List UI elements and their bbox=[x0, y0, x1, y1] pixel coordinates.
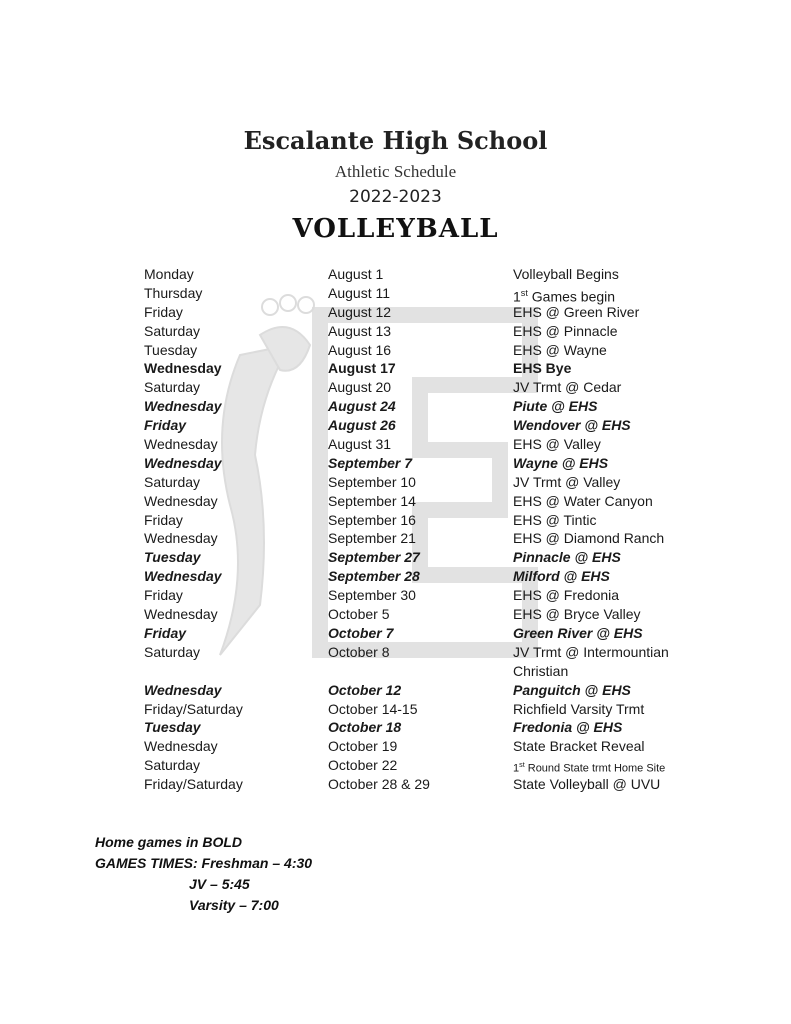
schedule-event: EHS @ Water Canyon bbox=[513, 492, 653, 509]
schedule-event: EHS @ Green River bbox=[513, 303, 640, 320]
schedule-date: September 27 bbox=[328, 549, 420, 566]
schedule-date: August 12 bbox=[328, 303, 392, 320]
schedule-date: August 11 bbox=[328, 284, 391, 301]
schedule-day: Friday bbox=[144, 587, 183, 604]
schedule-row bbox=[0, 624, 791, 643]
schedule-day: Saturday bbox=[144, 473, 201, 490]
sport-title: VOLLEYBALL bbox=[292, 214, 499, 244]
schedule-row bbox=[0, 284, 791, 303]
schedule-table bbox=[0, 265, 791, 794]
schedule-event: Fredonia @ EHS bbox=[513, 719, 623, 736]
schedule-event: EHS Bye bbox=[513, 360, 572, 377]
schedule-row bbox=[0, 775, 791, 794]
schedule-event: JV Trmt @ Intermountian Christian bbox=[513, 643, 669, 679]
schedule-row bbox=[0, 397, 791, 416]
schedule-event: Volleyball Begins bbox=[513, 266, 619, 282]
schedule-row bbox=[0, 756, 791, 775]
schedule-row bbox=[0, 322, 791, 341]
schedule-day: Thursday bbox=[144, 284, 203, 301]
schedule-day: Wednesday bbox=[144, 398, 222, 415]
schedule-row bbox=[0, 737, 791, 756]
schedule-day: Wednesday bbox=[144, 606, 218, 623]
schedule-event: State Bracket Reveal bbox=[513, 738, 645, 755]
schedule-event: Wayne @ EHS bbox=[513, 454, 609, 471]
schedule-day: Wednesday bbox=[144, 492, 218, 509]
schedule-day: Saturday bbox=[144, 322, 201, 339]
schedule-event: Wendover @ EHS bbox=[513, 417, 631, 434]
schedule-event: EHS @ Diamond Ranch bbox=[513, 530, 665, 547]
schedule-date: September 30 bbox=[328, 587, 416, 604]
schedule-row bbox=[0, 378, 791, 397]
schedule-row bbox=[0, 586, 791, 605]
schedule-row bbox=[0, 567, 791, 586]
schedule-event: Milford @ EHS bbox=[513, 568, 610, 585]
schedule-day: Saturday bbox=[144, 643, 201, 660]
schedule-row bbox=[0, 435, 791, 454]
schedule-date: September 14 bbox=[328, 492, 416, 509]
schedule-row bbox=[0, 265, 791, 284]
document-subtitle: Athletic Schedule bbox=[334, 162, 457, 181]
schedule-day: Wednesday bbox=[144, 454, 222, 471]
schedule-day: Wednesday bbox=[144, 568, 222, 585]
game-times-varsity: Varsity – 7:00 bbox=[189, 897, 279, 913]
schedule-event: JV Trmt @ Cedar bbox=[513, 379, 622, 396]
schedule-row bbox=[0, 341, 791, 360]
schedule-day: Tuesday bbox=[144, 341, 198, 358]
schedule-day: Friday bbox=[144, 511, 183, 528]
schedule-date: October 18 bbox=[328, 719, 402, 736]
schedule-event: EHS @ Pinnacle bbox=[513, 322, 618, 339]
schedule-row bbox=[0, 511, 791, 530]
schedule-date: August 1 bbox=[328, 266, 384, 282]
schedule-day: Wednesday bbox=[144, 360, 222, 377]
schedule-event: EHS @ Tintic bbox=[513, 511, 597, 528]
schedule-row bbox=[0, 454, 791, 473]
schedule-row bbox=[0, 303, 791, 322]
schedule-day: Wednesday bbox=[144, 681, 222, 698]
schedule-day: Wednesday bbox=[144, 738, 218, 755]
schedule-day: Saturday bbox=[144, 757, 201, 774]
schedule-event: EHS @ Bryce Valley bbox=[513, 606, 641, 623]
schedule-row bbox=[0, 643, 791, 681]
schedule-date: September 21 bbox=[328, 530, 416, 547]
schedule-event: 1st Round State trmt Home Site bbox=[513, 761, 666, 775]
schedule-day: Friday bbox=[144, 417, 187, 434]
schedule-event: Richfield Varsity Trmt bbox=[513, 700, 645, 717]
schedule-day: Monday bbox=[144, 266, 194, 282]
schedule-row bbox=[0, 492, 791, 511]
schedule-day: Saturday bbox=[144, 379, 201, 396]
schedule-row bbox=[0, 681, 791, 700]
schedule-date: October 7 bbox=[328, 624, 394, 641]
schedule-row bbox=[0, 473, 791, 492]
schedule-date: August 16 bbox=[328, 341, 392, 358]
schedule-row bbox=[0, 529, 791, 548]
schedule-date: October 19 bbox=[328, 738, 398, 755]
schedule-date: October 14-15 bbox=[328, 700, 418, 717]
schedule-date: September 7 bbox=[328, 454, 413, 471]
schedule-row bbox=[0, 700, 791, 719]
schedule-day: Friday/Saturday bbox=[144, 700, 243, 717]
schedule-day: Tuesday bbox=[144, 719, 201, 736]
schedule-date: October 12 bbox=[328, 681, 402, 698]
schedule-date: August 13 bbox=[328, 322, 392, 339]
schedule-date: August 26 bbox=[328, 417, 396, 434]
schedule-day: Friday bbox=[144, 303, 183, 320]
schedule-date: October 28 & 29 bbox=[328, 776, 430, 793]
schedule-date: August 31 bbox=[328, 436, 392, 453]
schedule-row bbox=[0, 548, 791, 567]
schedule-date: September 10 bbox=[328, 473, 416, 490]
schedule-day: Wednesday bbox=[144, 530, 218, 547]
schedule-event: State Volleyball @ UVU bbox=[513, 776, 661, 793]
schedule-date: October 22 bbox=[328, 757, 398, 774]
game-times-jv: JV – 5:45 bbox=[189, 876, 250, 892]
schedule-row bbox=[0, 416, 791, 435]
schedule-day: Friday/Saturday bbox=[144, 776, 243, 793]
schedule-date: September 28 bbox=[328, 568, 420, 585]
schedule-event: Green River @ EHS bbox=[513, 624, 643, 641]
schedule-event: JV Trmt @ Valley bbox=[513, 473, 621, 490]
schedule-event: EHS @ Fredonia bbox=[513, 587, 620, 604]
schedule-date: August 20 bbox=[328, 379, 392, 396]
schedule-row bbox=[0, 718, 791, 737]
schedule-event: Pinnacle @ EHS bbox=[513, 549, 621, 566]
schedule-date: August 24 bbox=[328, 398, 396, 415]
schedule-event: Piute @ EHS bbox=[513, 398, 598, 415]
schedule-day: Wednesday bbox=[144, 436, 218, 453]
schedule-date: September 16 bbox=[328, 511, 416, 528]
schedule-event: EHS @ Wayne bbox=[513, 341, 607, 358]
game-times-freshman: GAMES TIMES: Freshman – 4:30 bbox=[95, 855, 313, 871]
school-name: Escalante High School bbox=[243, 126, 548, 155]
schedule-row bbox=[0, 359, 791, 378]
schedule-date: October 5 bbox=[328, 606, 390, 623]
schedule-row bbox=[0, 605, 791, 624]
schedule-event: EHS @ Valley bbox=[513, 436, 601, 453]
schedule-date: October 8 bbox=[328, 643, 390, 660]
schedule-event: Panguitch @ EHS bbox=[513, 681, 631, 698]
schedule-day: Friday bbox=[144, 624, 187, 641]
schedule-event: 1st Games begin bbox=[513, 287, 616, 305]
footnote bbox=[95, 832, 312, 916]
school-year: 2022-2023 bbox=[349, 187, 442, 207]
schedule-day: Tuesday bbox=[144, 549, 201, 566]
schedule-date: August 17 bbox=[328, 360, 396, 377]
home-games-note: Home games in BOLD bbox=[95, 834, 243, 850]
